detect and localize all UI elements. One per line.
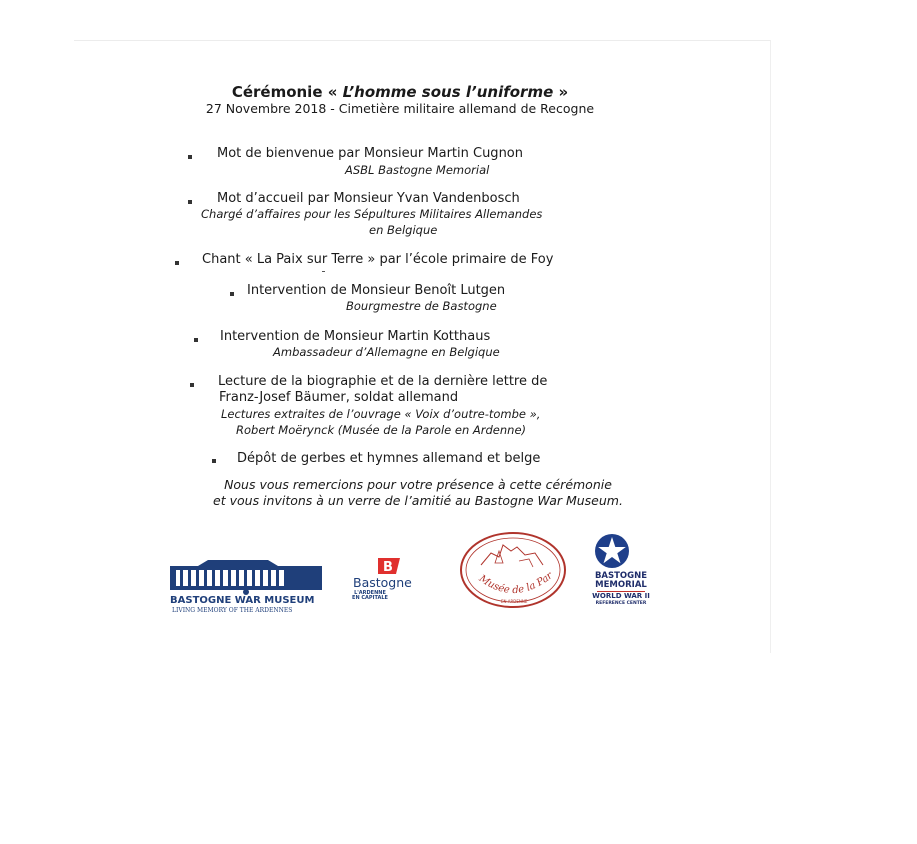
page-subtitle: 27 Novembre 2018 - Cimetière militaire allemand de Recogne — [205, 101, 595, 116]
war-museum-building-icon — [168, 556, 324, 596]
stray-mark — [322, 271, 325, 272]
bullet-7 — [212, 459, 216, 463]
svg-text:Musée de la Parole: Musée de la Par — [476, 570, 555, 597]
bastogne-city-logo — [350, 556, 430, 606]
bullet-1 — [188, 155, 192, 159]
program-item-1: Mot de bienvenue par Monsieur Martin Cugnon — [217, 146, 523, 161]
closing-line-2: et vous invitons à un verre de l’amitié au Bastogne War Museum. — [213, 493, 623, 508]
program-item-6-detail: Lectures extraites de l’ouvrage « Voix d’outre-tombe », — [221, 407, 541, 421]
memorial-name-1: BASTOGNE — [594, 571, 648, 581]
closing-line-1: Nous vous remercions pour votre présence à cette cérémonie — [224, 477, 612, 492]
program-item-7: Dépôt de gerbes et hymnes allemand et belge — [237, 451, 541, 466]
musee-emblem-icon — [459, 531, 567, 609]
bastogne-tagline-2: EN CAPITALE — [352, 595, 388, 601]
war-museum-name: BASTOGNE WAR MUSEUM — [170, 595, 315, 606]
bullet-5 — [194, 338, 198, 342]
program-item-2-detail: Chargé d’affaires pour les Sépultures Militaires Allemandes — [201, 207, 543, 221]
program-item-4: Intervention de Monsieur Benoît Lutgen — [247, 283, 506, 298]
program-item-5-detail: Ambassadeur d’Allemagne en Belgique — [273, 345, 500, 359]
bastogne-name: Bastogne — [353, 575, 412, 590]
program-item-4-detail: Bourgmestre de Bastogne — [346, 299, 497, 313]
svg-text:B: B — [383, 560, 393, 575]
musee-de-la-parole-logo — [459, 531, 567, 609]
bastogne-war-museum-logo — [168, 556, 324, 614]
memorial-name-2: MEMORIAL — [595, 580, 647, 590]
memorial-sub-2: REFERENCE CENTER — [595, 601, 647, 606]
program-item-6-line-2: Franz-Josef Bäumer, soldat allemand — [219, 390, 459, 405]
program-item-3: Chant « La Paix sur Terre » par l’école primaire de Foy — [202, 252, 554, 267]
bullet-4 — [230, 292, 234, 296]
program-item-5: Intervention de Monsieur Martin Kotthaus — [220, 329, 491, 344]
war-museum-tagline: LIVING MEMORY OF THE ARDENNES — [172, 607, 293, 614]
svg-text:EN ARDENNE: EN ARDENNE — [501, 599, 528, 604]
memorial-sub-1: WORLD WAR II — [592, 592, 650, 600]
bastogne-tagline-1: L'ARDENNE — [354, 590, 386, 596]
program-item-2: Mot d’accueil par Monsieur Yvan Vandenbosch — [217, 191, 520, 206]
bastogne-memorial-logo — [592, 533, 656, 609]
bullet-6 — [190, 383, 194, 387]
program-item-2-detail-2: en Belgique — [369, 223, 438, 237]
program-item-1-detail: ASBL Bastogne Memorial — [345, 163, 490, 177]
program-item-6-detail-2: Robert Moërynck (Musée de la Parole en Ardenne) — [236, 423, 527, 437]
bullet-2 — [188, 200, 192, 204]
bullet-3 — [175, 261, 179, 265]
bastogne-b-icon — [374, 556, 404, 576]
page-title: Cérémonie « L’homme sous l’uniforme » — [231, 83, 569, 101]
program-item-6: Lecture de la biographie et de la dernière lettre de — [218, 374, 548, 389]
star-icon — [594, 533, 630, 569]
